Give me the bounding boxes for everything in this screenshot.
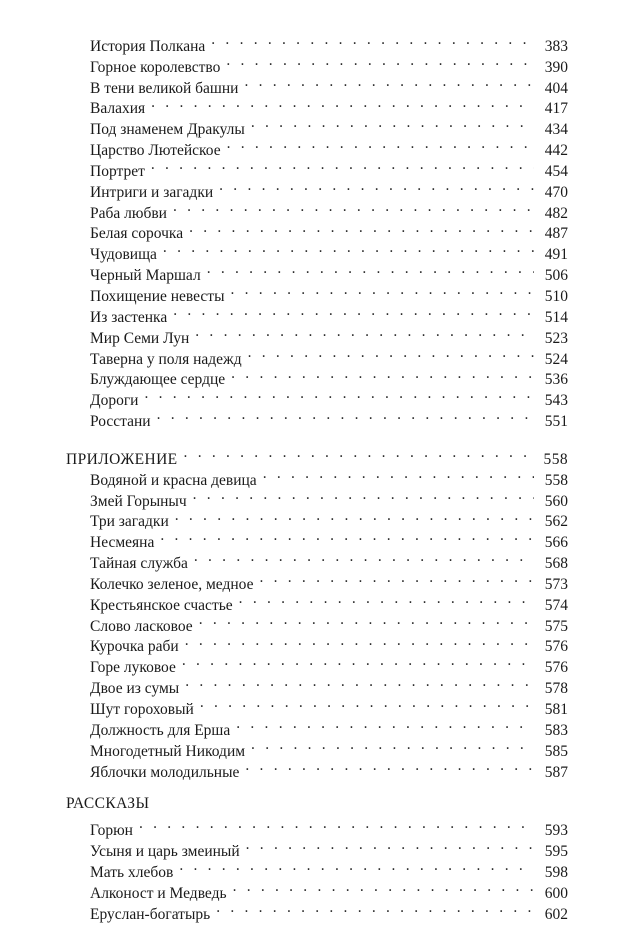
page-number: 524 [544,350,568,368]
entry-title: Похищение невесты [90,287,225,305]
page-number: 404 [544,79,568,97]
entry-title: Дороги [90,392,139,410]
section-heading-title: РАССКАЗЫ [66,794,150,812]
dot-leader [211,30,534,51]
dot-leader [246,835,534,856]
page-number: 487 [544,225,568,243]
toc-entry[interactable] [66,814,568,840]
entry-title: Усыня и царь змеиный [90,843,240,861]
entry-title: Водяной и красна девица [90,471,257,489]
page-number: 583 [544,721,568,739]
dot-leader [157,405,534,426]
page-number: 581 [544,701,568,718]
page-number: 578 [544,680,568,698]
dot-leader [263,464,534,485]
page-number: 593 [544,822,568,840]
entry-title: Белая сорочка [90,225,184,243]
dot-leader [248,343,534,364]
entry-title: Двое из сумы [90,680,180,698]
page-number: 598 [544,863,568,881]
entry-title: Змей Горыныч [90,492,187,510]
dot-leader [151,155,534,176]
entry-title: Черный Маршал [90,267,201,285]
page-number: 558 [543,450,568,468]
entry-title: Горное королевство [90,58,221,76]
page-number: 510 [544,287,568,305]
dot-leader [182,651,534,672]
entry-title: Царство Лютейское [90,142,221,160]
dot-leader [207,259,534,280]
dot-leader [173,301,534,322]
dot-leader [199,610,534,631]
section-heading[interactable] [66,443,568,468]
entry-title: Крестьянское счастье [90,596,233,614]
entry-title: Курочка раби [90,638,179,656]
entry-title: Шут гороховый [90,701,194,718]
page-number: 536 [544,371,568,389]
entry-title: Тайная служба [90,555,188,573]
entry-title: Под знаменем Дракулы [90,121,245,139]
dot-leader [245,756,534,777]
page-number: 568 [544,555,568,573]
entry-title: Портрет [90,162,145,180]
page-number: 576 [544,659,568,677]
entry-title: Таверна у поля надежд [90,350,242,368]
page-number: 575 [544,617,568,635]
page-number: 562 [544,513,568,531]
page-number: 417 [544,100,568,118]
page-number: 523 [544,329,568,347]
entry-title: Горе луковое [90,659,176,677]
entry-title: Из застенка [90,308,168,326]
dot-leader [259,568,534,589]
page-number: 390 [544,58,568,76]
dot-leader [163,238,534,259]
entry-title: Мир Семи Лун [90,329,190,347]
page-number: 573 [544,575,568,593]
dot-leader [227,134,534,155]
page-number: 587 [544,763,568,781]
dot-leader [195,322,534,343]
entry-title: Валахия [90,100,146,118]
toc-section [66,30,568,431]
dot-leader [179,856,534,877]
dot-leader [226,51,534,72]
page-number: 506 [544,267,568,285]
entry-title: Колечко зеленое, медное [90,575,254,593]
entry-title: Блуждающее сердце [90,371,226,389]
dot-leader [173,197,534,218]
section-heading-title: ПРИЛОЖЕНИЕ [66,450,178,468]
entry-title: Росстани [90,413,151,431]
entry-title: Три загадки [90,513,169,531]
page-number: 576 [544,638,568,656]
entry-title: В тени великой башни [90,79,239,97]
page-number: 602 [544,905,568,923]
section-heading[interactable] [66,794,568,815]
entry-title: Раба любви [90,204,167,222]
entry-title: Еруслан-богатырь [90,905,211,923]
dot-leader [189,218,534,239]
table-of-contents [66,30,568,923]
entry-title: Алконост и Медведь [90,884,227,902]
dot-leader [231,364,534,385]
entry-title: История Полкана [90,37,206,55]
entry-title: Должность для Ерша [90,721,231,739]
dot-leader [233,877,534,898]
page-number: 383 [544,37,568,55]
dot-leader [216,898,534,919]
dot-leader [231,280,535,301]
page-number: 434 [544,121,568,139]
page-number: 600 [544,884,568,902]
page-number: 442 [544,142,568,160]
page-number: 551 [544,413,568,431]
dot-leader [139,814,534,835]
dot-leader [219,176,534,197]
page-number: 560 [544,492,568,510]
page-number: 595 [544,843,568,861]
entry-title: Интриги и загадки [90,183,214,201]
toc-entry[interactable] [66,835,568,861]
page-number: 491 [544,246,568,264]
dot-leader [236,714,534,735]
page-number: 566 [544,534,568,552]
dot-leader [239,589,534,610]
dot-leader [244,72,534,93]
toc-section [66,443,568,781]
page-number: 543 [544,392,568,410]
page-number: 454 [544,162,568,180]
dot-leader [194,547,534,568]
dot-leader [251,113,534,134]
entry-title: Многодетный Никодим [90,742,246,760]
entry-title: Несмеяна [90,534,155,552]
entry-title: Слово ласковое [90,617,193,635]
page-number: 514 [544,308,568,326]
entry-title: Чудовища [90,246,157,264]
toc-entry[interactable] [66,30,568,55]
dot-leader [160,526,534,547]
dot-leader [185,631,534,652]
entry-title: Яблочки молодильные [90,763,240,781]
dot-leader [175,506,534,527]
dot-leader [184,443,534,464]
dot-leader [193,485,534,506]
page-number: 558 [544,471,568,489]
page-number: 574 [544,596,568,614]
entry-title: Горюн [90,822,133,840]
dot-leader [151,93,534,114]
dot-leader [200,693,534,714]
page-number: 482 [544,204,568,222]
toc-section [66,794,568,923]
page-number: 470 [544,183,568,201]
dot-leader [251,735,534,756]
page-number: 585 [544,742,568,760]
dot-leader [185,672,534,693]
toc-entry[interactable] [66,405,568,431]
dot-leader [144,384,534,405]
entry-title: Мать хлебов [90,863,174,881]
